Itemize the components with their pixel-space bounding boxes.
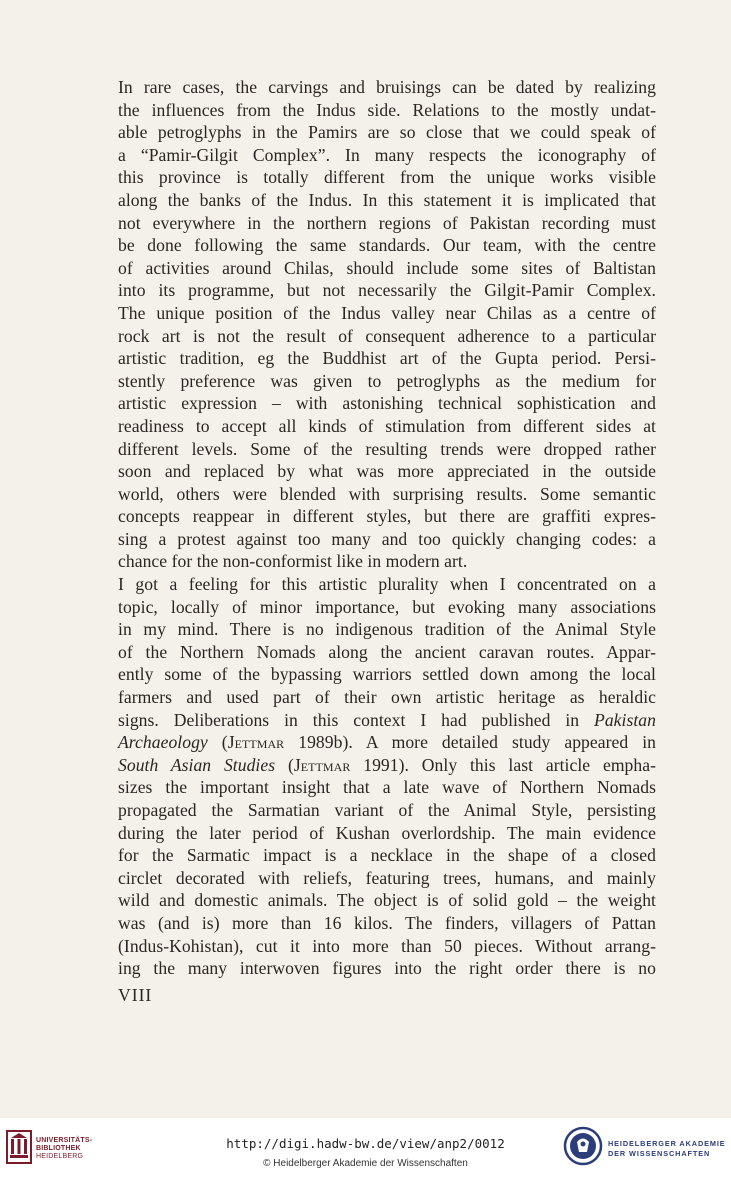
- text-line: of the Northern Nomads along the ancient caravan routes. Appar-: [118, 641, 656, 662]
- logo-line: UNIVERSITÄTS-: [36, 1137, 93, 1144]
- journal-title: Pakistan: [594, 709, 657, 730]
- text-line: sing a protest against too many and too quickly changing codes: a: [118, 528, 656, 549]
- text-line: farmers and used part of their own artistic heritage as heraldic: [118, 687, 656, 708]
- text-line: wild and domestic animals. The object is of solid gold – the weight: [118, 890, 656, 911]
- text-fragment: (: [275, 754, 294, 775]
- source-link[interactable]: http://digi.hadw-bw.de/view/anp2/0012: [226, 1136, 505, 1151]
- text-line: artistic tradition, eg the Buddhist art of the Gupta period. Persi-: [118, 348, 656, 369]
- text-line: ently some of the bypassing warriors settled down among the local: [118, 664, 656, 685]
- journal-title: South Asian Studies: [118, 754, 276, 775]
- footer: [0, 1118, 731, 1177]
- logo-line: DER WISSENSCHAFTEN: [608, 1149, 711, 1158]
- text-line: concepts reappear in different styles, but there are graffiti expres-: [118, 506, 656, 527]
- text-fragment: (: [221, 732, 228, 753]
- journal-title: Archaeology: [118, 732, 208, 753]
- text-line: propagated the Sarmatian variant of the Animal Style, persisting: [118, 800, 656, 820]
- text-line: topic, locally of minor importance, but evoking many associations: [118, 596, 656, 617]
- text-line: a “Pamir-Gilgit Complex”. In many respects the iconography of: [118, 144, 656, 165]
- text-line: during the later period of Kushan overlordship. The main evidence: [118, 822, 656, 843]
- text-line: [118, 731, 656, 754]
- text-line: different levels. Some of the resulting trends were dropped rather: [118, 438, 656, 459]
- academy-name: [608, 1139, 726, 1159]
- text-line: rock art is not the result of consequent adherence to a particular: [118, 325, 656, 346]
- logo-line: HEIDELBERG: [36, 1153, 84, 1160]
- text-line: circlet decorated with reliefs, featuring trees, humans, and mainly: [118, 867, 656, 888]
- text-line: was (and is) more than 16 kilos. The finders, villagers of Pattan: [118, 912, 656, 933]
- text-line: soon and replaced by what was more appreciated in the outside: [118, 461, 656, 482]
- text-line: not everywhere in the northern regions of Pakistan recording must: [118, 212, 656, 233]
- text-line: this province is totally different from the unique works visible: [118, 167, 656, 188]
- text-line: of activities around Chilas, should include some sites of Baltistan: [118, 257, 656, 278]
- academy-seal-icon: [563, 1126, 603, 1171]
- text-line: chance for the non-conformist like in modern art.: [118, 551, 468, 572]
- text-line: in my mind. There is no indigenous tradition of the Animal Style: [118, 619, 656, 640]
- text-line: (Indus-Kohistan), cut it into more than 50 pieces. Without arrang-: [118, 935, 656, 956]
- text-line: stently preference was given to petroglyphs as the medium for: [118, 370, 656, 391]
- text-line: The unique position of the Indus valley near Chilas as a centre of: [118, 302, 656, 323]
- text-line: I got a feeling for this artistic plurality when I concentrated on a: [118, 574, 656, 595]
- body-text: [118, 76, 656, 980]
- text-fragment: signs. Deliberations in this context I had published in: [118, 709, 580, 730]
- text-line: be done following the same standards. Our team, with the centre: [118, 235, 656, 256]
- text-line: world, others were blended with surprising results. Some semantic: [118, 483, 656, 504]
- author-name: Jettmar: [227, 732, 285, 753]
- logo-line: BIBLIOTHEK: [36, 1145, 81, 1152]
- text-line: sizes the important insight that a late wave of Northern Nomads: [118, 777, 656, 798]
- text-line: artistic expression – with astonishing technical sophistication and: [118, 393, 656, 414]
- text-line: into its programme, but not necessarily the Gilgit-Pamir Complex.: [118, 280, 656, 301]
- text-line: In rare cases, the carvings and bruisings can be dated by realizing: [118, 77, 656, 97]
- logo-line: HEIDELBERGER AKADEMIE: [608, 1139, 726, 1148]
- text-line: ing the many interwoven figures into the right order there is no: [118, 958, 656, 979]
- text-line: along the banks of the Indus. In this statement it is implicated that: [118, 189, 656, 210]
- text-line: [118, 709, 656, 732]
- text-line: the influences from the Indus side. Relations to the mostly undat-: [118, 99, 656, 120]
- page-number: VIII: [118, 985, 153, 1005]
- author-name: Jettmar: [293, 754, 351, 775]
- text-fragment: 1991). Only this last article empha-: [350, 754, 657, 775]
- text-line: able petroglyphs in the Pamirs are so close that we could speak of: [118, 122, 656, 143]
- text-line: readiness to accept all kinds of stimulation from different sides at: [118, 415, 656, 436]
- text-line: [118, 754, 656, 777]
- text-line: for the Sarmatic impact is a necklace in the shape of a closed: [118, 845, 656, 866]
- text-fragment: 1989b). A more detailed study appeared in: [284, 732, 656, 753]
- copyright-notice: © Heidelberger Akademie der Wissenschaften: [263, 1158, 468, 1169]
